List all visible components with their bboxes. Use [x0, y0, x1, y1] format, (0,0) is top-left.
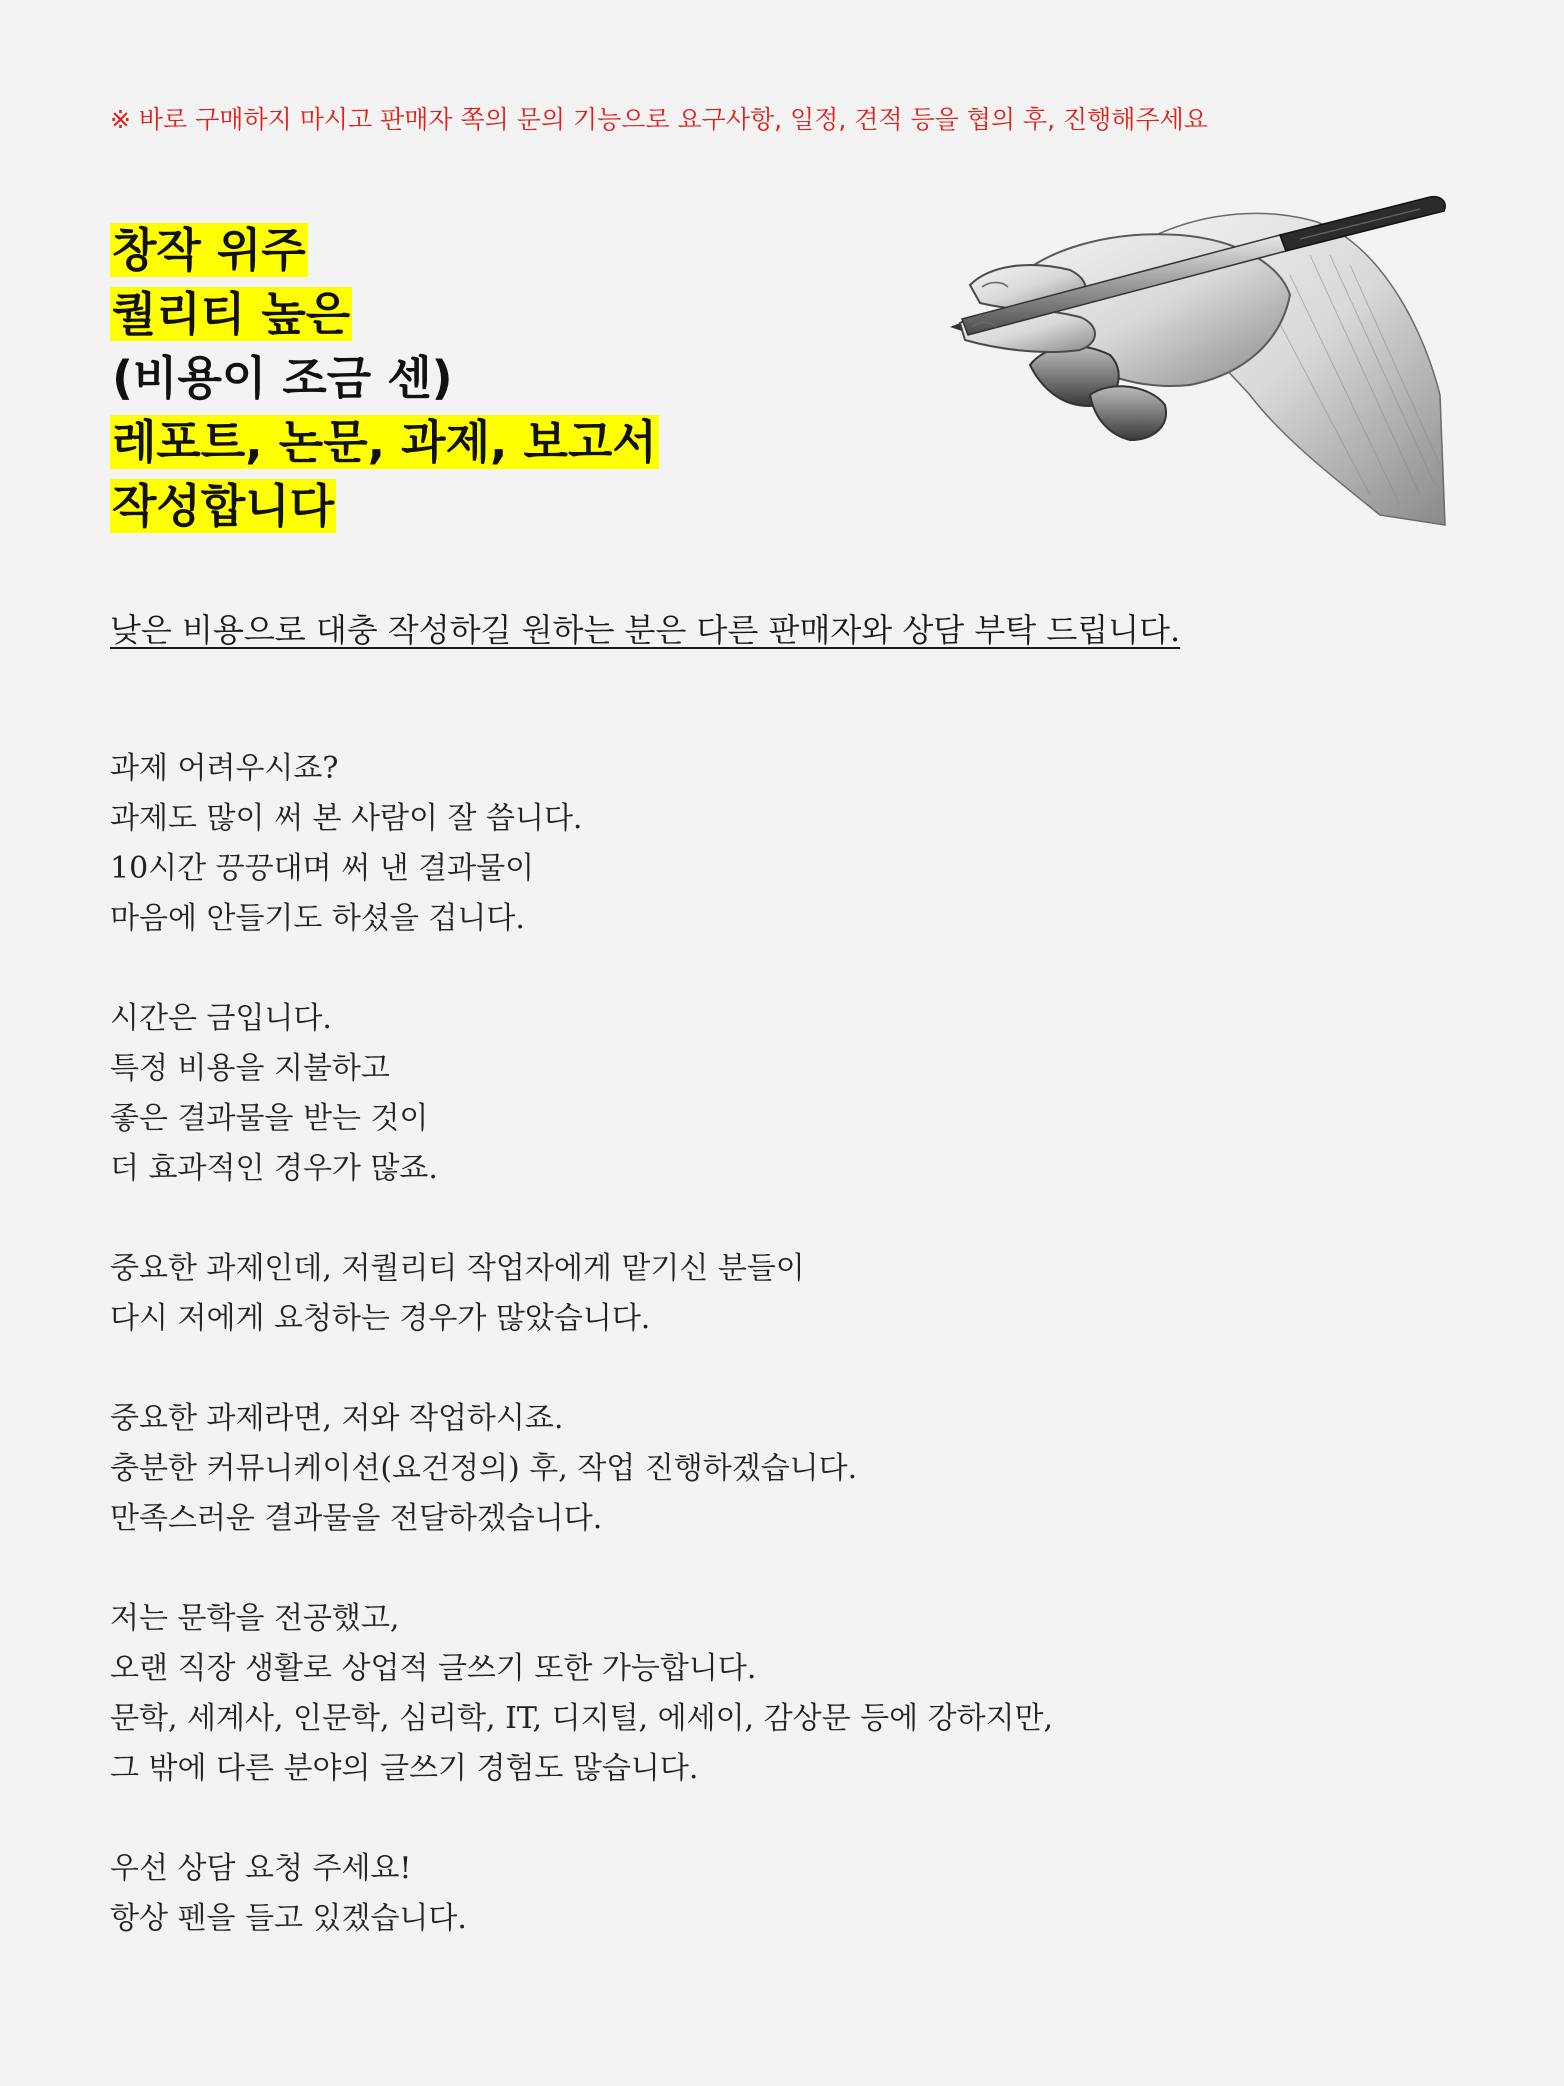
headline-line [110, 346, 659, 410]
headline-text: 작성합니다 [112, 479, 335, 533]
headline-text: (비용이 조금 센) [112, 351, 453, 405]
paragraph-line: 충분한 커뮤니케이션(요건정의) 후, 작업 진행하겠습니다. [110, 1451, 858, 1486]
paragraph [110, 1594, 1053, 1794]
paragraph-line: 마음에 안들기도 하셨을 겁니다. [110, 901, 525, 936]
headline-line [110, 474, 659, 538]
paragraph-line: 더 효과적인 경우가 많죠. [110, 1151, 438, 1186]
paragraph-line: 다시 저에게 요청하는 경우가 많았습니다. [110, 1301, 651, 1336]
paragraph-line: 문학, 세계사, 인문학, 심리학, IT, 디지털, 에세이, 감상문 등에 강하지만, [110, 1701, 1054, 1736]
headline-text: 레포트, 논문, 과제, 보고서 [112, 415, 657, 469]
paragraph [110, 1244, 1053, 1344]
paragraph [110, 994, 1053, 1194]
paragraph-line: 우선 상담 요청 주세요! [110, 1851, 412, 1886]
hand-writing-with-pen-icon [950, 195, 1450, 535]
headline-line [110, 410, 659, 474]
paragraph-line: 중요한 과제라면, 저와 작업하시죠. [110, 1401, 564, 1436]
paragraph-line: 특정 비용을 지불하고 [110, 1051, 390, 1086]
paragraph-line: 오랜 직장 생활로 상업적 글쓰기 또한 가능합니다. [110, 1651, 757, 1686]
headline-line [110, 218, 659, 282]
paragraph-line: 만족스러운 결과물을 전달하겠습니다. [110, 1501, 603, 1536]
headline-text: 창작 위주 [112, 223, 306, 277]
paragraph [110, 744, 1053, 944]
paragraph-line: 저는 문학을 전공했고, [110, 1601, 400, 1636]
paragraph [110, 1844, 1053, 1944]
paragraph-line: 10시간 끙끙대며 써 낸 결과물이 [110, 851, 535, 886]
headline-line [110, 282, 659, 346]
paragraph-line: 과제도 많이 써 본 사람이 잘 씁니다. [110, 801, 583, 836]
paragraph [110, 1394, 1053, 1544]
headline [110, 218, 659, 538]
paragraph-line: 항상 펜을 들고 있겠습니다. [110, 1901, 467, 1936]
body-text [110, 744, 1053, 1994]
paragraph-line: 좋은 결과물을 받는 것이 [110, 1101, 429, 1136]
disclaimer: 낮은 비용으로 대충 작성하길 원하는 분은 다른 판매자와 상담 부탁 드립니다. [110, 611, 1181, 649]
paragraph-line: 그 밖에 다른 분야의 글쓰기 경험도 많습니다. [110, 1751, 699, 1786]
paragraph-line: 시간은 금입니다. [110, 1001, 332, 1036]
headline-text: 퀄리티 높은 [112, 287, 351, 341]
paragraph-line: 과제 어려우시죠? [110, 751, 339, 786]
paragraph-line: 중요한 과제인데, 저퀄리티 작업자에게 맡기신 분들이 [110, 1251, 805, 1286]
purchase-notice: ※ 바로 구매하지 마시고 판매자 쪽의 문의 기능으로 요구사항, 일정, 견적 등을 협의 후, 진행해주세요 [110, 105, 1208, 134]
